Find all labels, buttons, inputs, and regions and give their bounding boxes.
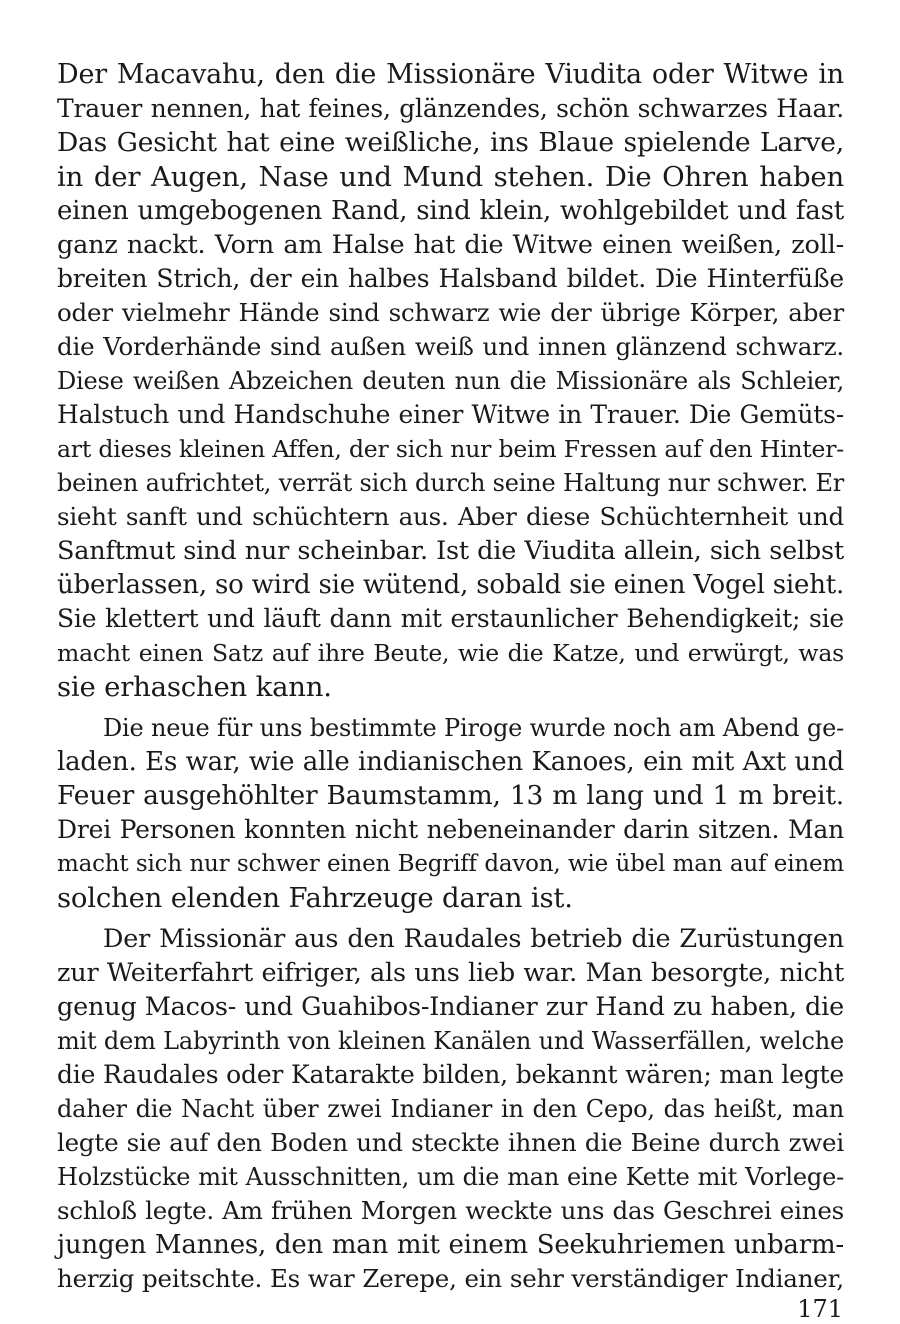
text-line: Trauer nennen, hat feines, glänzendes, schön schwarzes Haar. [57,94,844,123]
text-line: einen umgebogenen Rand, sind klein, wohlgebildet und fast [57,196,844,226]
text-line: macht sich nur schwer einen Begriff davon, wie übel man auf einem [57,851,844,877]
text-line: Der Missionär aus den Raudales betrieb die Zurüstungen [103,924,844,954]
text-line: mit dem Labyrinth von kleinen Kanälen und Wasserfällen, welche [57,1027,844,1055]
text-line: art dieses kleinen Affen, der sich nur beim Fressen auf den Hinter- [57,435,844,463]
text-line: Sanftmut sind nur scheinbar. Ist die Viudita allein, sich selbst [57,536,844,566]
text-line: Sie klettert und läuft dann mit erstaunlicher Behendigkeit; sie [57,604,844,633]
text-line: in der Augen, Nase und Mund stehen. Die Ohren haben [57,161,844,193]
text-line: Drei Personen konnten nicht nebeneinander darin sitzen. Man [57,815,844,844]
text-line: Das Gesicht hat eine weißliche, ins Blaue spielende Larve, [57,127,844,158]
text-line: legte sie auf den Boden und steckte ihnen die Beine durch zwei [57,1128,844,1157]
text-line: Der Macavahu, den die Missionäre Viudita oder Witwe in [57,59,844,90]
text-line: zur Weiterfahrt eifriger, als uns lieb war. Man besorgte, nicht [57,958,844,988]
text-line: macht einen Satz auf ihre Beute, wie die Katze, und erwürgt, was [57,639,844,667]
text-line: Die neue für uns bestimmte Piroge wurde noch am Abend ge- [103,714,844,742]
text-line: schloß legte. Am frühen Morgen weckte uns das Geschrei eines [57,1196,844,1225]
text-line: beinen aufrichtet, verrät sich durch seine Haltung nur schwer. Er [57,469,845,497]
text-line: die Vorderhände sind außen weiß und innen glänzend schwarz. [57,332,844,361]
text-line: genug Macos- und Guahibos-Indianer zur Hand zu haben, die [57,992,844,1022]
text-line: breiten Strich, der ein halbes Halsband bildet. Die Hinterfüße [57,264,844,293]
text-line: ganz nackt. Vorn am Halse hat die Witwe einen weißen, zoll- [57,230,844,260]
text-line: die Raudales oder Katarakte bilden, bekannt wären; man legte [57,1060,844,1089]
text-line: sieht sanft und schüchtern aus. Aber diese Schüchternheit und [57,502,844,531]
text-line: Halstuch und Handschuhe einer Witwe in Trauer. Die Gemüts- [57,400,844,429]
text-line: oder vielmehr Hände sind schwarz wie der übrige Körper, aber [57,298,844,327]
page-number: 171 [797,1295,843,1323]
text-line: überlassen, so wird sie wütend, sobald sie einen Vogel sieht. [57,570,845,600]
text-line: herzig peitschte. Es war Zerepe, ein sehr verständiger Indianer, [57,1264,844,1293]
text-line: Diese weißen Abzeichen deuten nun die Missionäre als Schleier, [57,367,844,395]
text-line: jungen Mannes, den man mit einem Seekuhriemen unbarm- [57,1230,844,1260]
text-line: Holzstücke mit Ausschnitten, um die man eine Kette mit Vorlege- [57,1163,844,1191]
text-line: Feuer ausgehöhlter Baumstamm, 13 m lang und 1 m breit. [57,780,844,811]
text-line: sie erhaschen kann. [57,671,332,703]
text-line: laden. Es war, wie alle indianischen Kanoes, ein mit Axt und [57,747,844,777]
text-line: solchen elenden Fahrzeuge daran ist. [57,882,573,914]
text-line: daher die Nacht über zwei Indianer in den Cepo, das heißt, man [57,1095,844,1123]
